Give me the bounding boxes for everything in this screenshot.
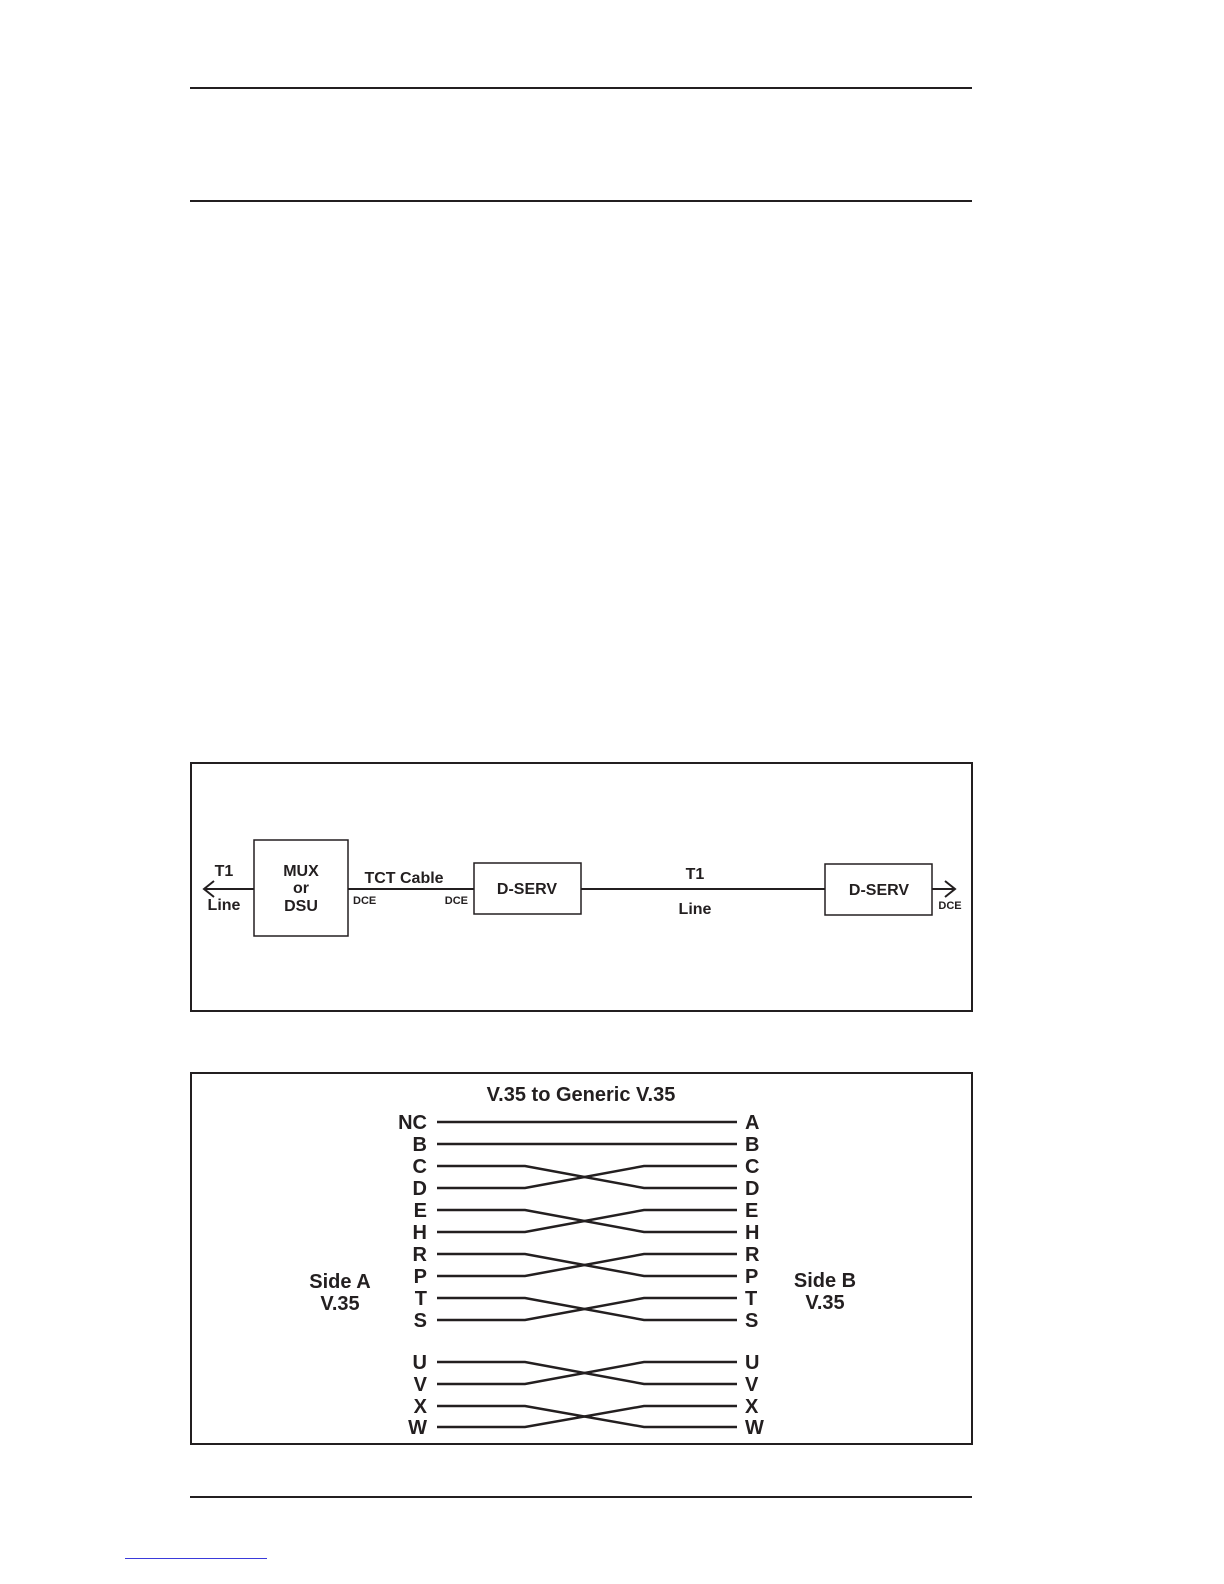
side-b-pin-label: X bbox=[745, 1396, 759, 1418]
side-b-pin-label: V bbox=[745, 1374, 759, 1396]
side-b-pin-label: B bbox=[745, 1134, 760, 1156]
pin-rows-group bbox=[398, 1112, 764, 1439]
side-b-subtitle: V.35 bbox=[805, 1292, 845, 1314]
side-a-pin-label: V bbox=[413, 1374, 427, 1396]
center-line-top-label: T1 bbox=[685, 866, 705, 883]
footer-rule bbox=[190, 1496, 972, 1498]
side-a-pin-label: S bbox=[413, 1310, 427, 1332]
left-line-bottom-label: Line bbox=[207, 897, 241, 914]
side-b-pin-label: A bbox=[745, 1112, 760, 1134]
side-a-pin-label: NC bbox=[398, 1112, 427, 1134]
side-a-pin-label: W bbox=[408, 1417, 427, 1439]
network-diagram bbox=[192, 764, 971, 1010]
pin-wire bbox=[437, 1362, 737, 1384]
side-b-pin-label: R bbox=[745, 1244, 760, 1266]
side-a-pin-label: T bbox=[414, 1288, 427, 1310]
pin-wire bbox=[437, 1210, 737, 1232]
pin-wire bbox=[437, 1166, 737, 1188]
side-a-subtitle: V.35 bbox=[320, 1293, 360, 1315]
side-b-pin-label: P bbox=[745, 1266, 759, 1288]
side-a-pin-label: E bbox=[413, 1200, 427, 1222]
side-a-pin-label: D bbox=[412, 1178, 427, 1200]
side-b-pin-label: U bbox=[745, 1352, 760, 1374]
side-a-pin-label: X bbox=[413, 1396, 427, 1418]
pinout-diagram-panel bbox=[190, 1072, 973, 1445]
side-a-pin-label: B bbox=[412, 1134, 427, 1156]
pin-wire bbox=[437, 1406, 737, 1427]
pin-wire bbox=[437, 1298, 737, 1320]
pinout-diagram bbox=[192, 1074, 971, 1443]
header-top-rule bbox=[190, 87, 972, 89]
side-b-pin-label: D bbox=[745, 1178, 760, 1200]
side-b-pin-label: W bbox=[745, 1417, 764, 1439]
side-b-pin-label: T bbox=[745, 1288, 758, 1310]
cable-right-dce-label: DCE bbox=[444, 895, 468, 907]
side-a-pin-label: U bbox=[412, 1352, 427, 1374]
header-bottom-rule bbox=[190, 200, 972, 202]
pinout-title: V.35 to Generic V.35 bbox=[486, 1084, 676, 1106]
pin-wire bbox=[437, 1254, 737, 1276]
side-a-pin-label: R bbox=[412, 1244, 427, 1266]
mux-label-line1: MUX bbox=[283, 863, 319, 880]
side-b-pin-label: C bbox=[745, 1156, 760, 1178]
cable-left-dce-label: DCE bbox=[353, 895, 377, 907]
side-b-pin-label: H bbox=[745, 1222, 760, 1244]
right-dce-label: DCE bbox=[938, 900, 962, 912]
network-diagram-panel bbox=[190, 762, 973, 1012]
mux-label-line2: or bbox=[293, 880, 309, 897]
side-a-pin-label: P bbox=[413, 1266, 427, 1288]
mux-label-line3: DSU bbox=[284, 898, 318, 915]
dserv-unit-b-label: D-SERV bbox=[848, 882, 910, 899]
footer-link-underline bbox=[125, 1558, 267, 1559]
side-b-pin-label: S bbox=[745, 1310, 759, 1332]
side-a-title: Side A bbox=[309, 1271, 371, 1293]
center-line-bottom-label: Line bbox=[678, 901, 712, 918]
side-b-title: Side B bbox=[793, 1270, 857, 1292]
side-b-pin-label: E bbox=[745, 1200, 759, 1222]
side-a-pin-label: C bbox=[412, 1156, 427, 1178]
tct-cable-label: TCT Cable bbox=[364, 870, 444, 887]
dserv-unit-a-label: D-SERV bbox=[496, 881, 558, 898]
side-a-pin-label: H bbox=[412, 1222, 427, 1244]
left-line-top-label: T1 bbox=[214, 863, 234, 880]
